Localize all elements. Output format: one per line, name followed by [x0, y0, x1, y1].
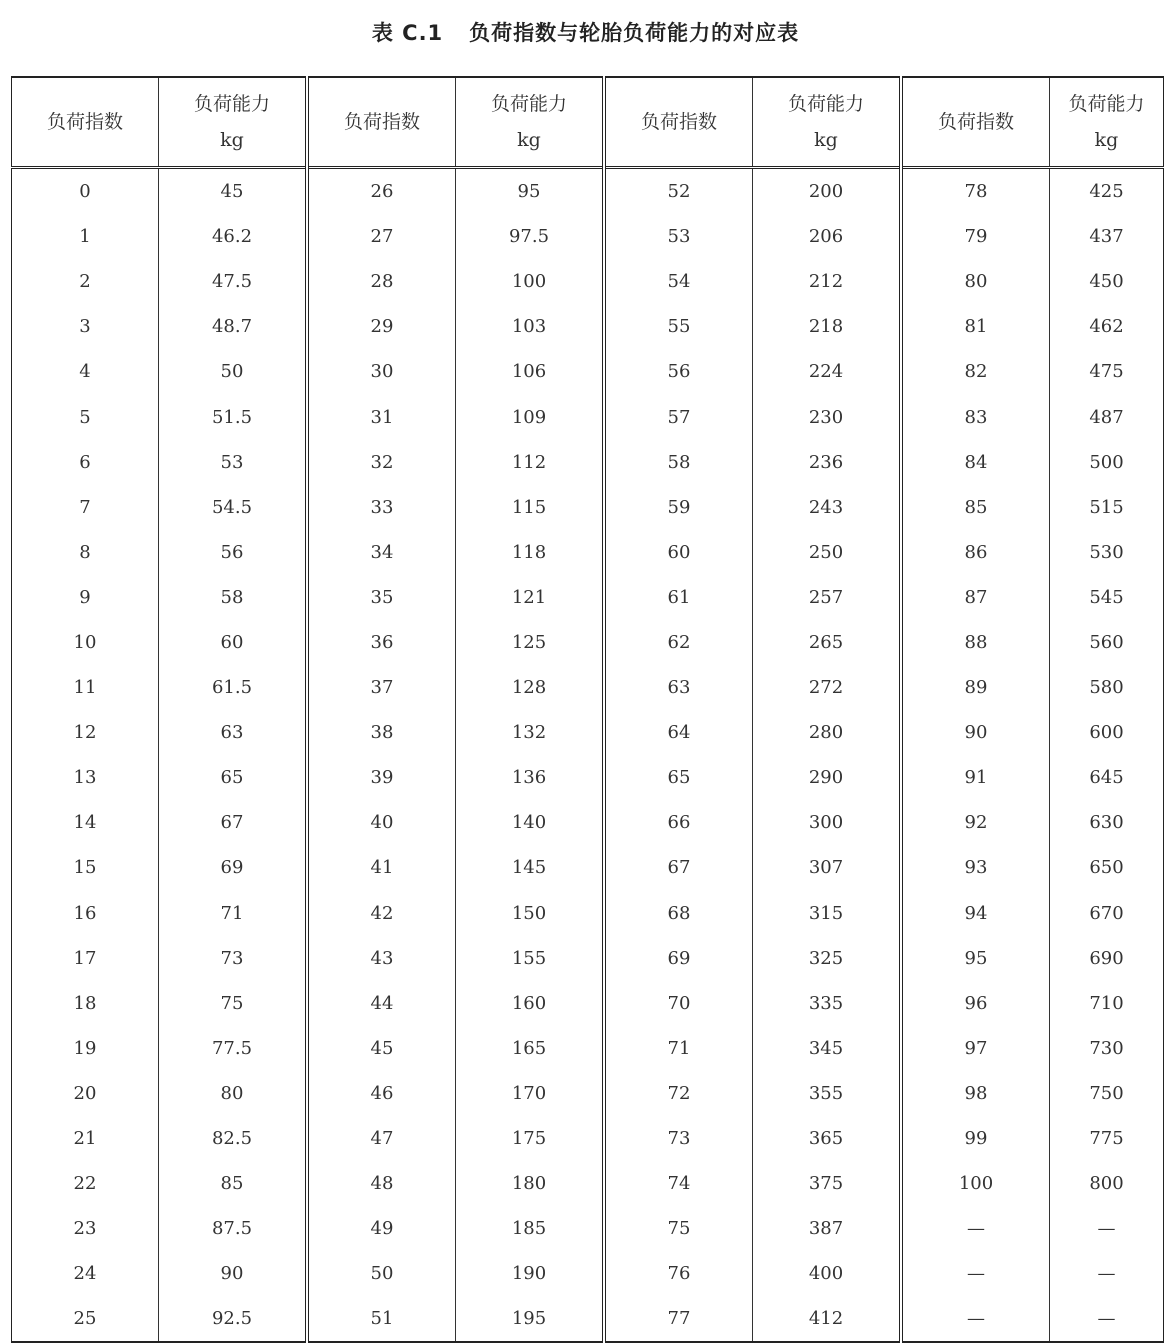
- load-capacity-cell: 100: [456, 259, 605, 304]
- header-load-capacity: [1050, 77, 1164, 168]
- load-index-cell: 92: [901, 800, 1050, 845]
- load-index-cell: 53: [604, 214, 753, 259]
- load-index-cell: 96: [901, 981, 1050, 1026]
- load-capacity-cell: 560: [1050, 620, 1164, 665]
- load-index-cell: 10: [12, 620, 159, 665]
- load-capacity-cell: 645: [1050, 755, 1164, 800]
- load-capacity-cell: —: [1050, 1206, 1164, 1251]
- load-index-cell: 33: [307, 485, 456, 530]
- load-capacity-cell: 56: [159, 530, 308, 575]
- table-row: [12, 1071, 1164, 1116]
- load-index-cell: 36: [307, 620, 456, 665]
- load-index-cell: 61: [604, 575, 753, 620]
- load-index-cell: 48: [307, 1161, 456, 1206]
- table-row: [12, 1026, 1164, 1071]
- load-capacity-cell: 155: [456, 936, 605, 981]
- load-index-cell: 7: [12, 485, 159, 530]
- load-capacity-cell: 425: [1050, 168, 1164, 215]
- table-row: [12, 800, 1164, 845]
- load-capacity-cell: 50: [159, 349, 308, 394]
- load-index-cell: 58: [604, 440, 753, 485]
- load-index-cell: 95: [901, 936, 1050, 981]
- load-capacity-cell: 97.5: [456, 214, 605, 259]
- load-capacity-cell: 82.5: [159, 1116, 308, 1161]
- load-index-cell: 49: [307, 1206, 456, 1251]
- load-index-cell: 43: [307, 936, 456, 981]
- load-capacity-cell: 462: [1050, 304, 1164, 349]
- load-capacity-cell: 650: [1050, 845, 1164, 890]
- load-index-cell: 100: [901, 1161, 1050, 1206]
- load-index-cell: 29: [307, 304, 456, 349]
- load-index-cell: 91: [901, 755, 1050, 800]
- load-capacity-cell: 236: [753, 440, 902, 485]
- load-capacity-cell: 67: [159, 800, 308, 845]
- load-capacity-cell: 325: [753, 936, 902, 981]
- load-index-cell: 70: [604, 981, 753, 1026]
- load-index-cell: 30: [307, 349, 456, 394]
- load-capacity-cell: 92.5: [159, 1296, 308, 1342]
- load-capacity-cell: 61.5: [159, 665, 308, 710]
- header-load-capacity: [159, 77, 308, 168]
- load-index-cell: 41: [307, 845, 456, 890]
- load-capacity-cell: 109: [456, 394, 605, 439]
- header-unit: kg: [517, 129, 541, 151]
- table-caption: 负荷指数与轮胎负荷能力的对应表: [469, 21, 800, 45]
- load-capacity-cell: 280: [753, 710, 902, 755]
- load-index-cell: 5: [12, 394, 159, 439]
- load-index-cell: 64: [604, 710, 753, 755]
- load-capacity-cell: 600: [1050, 710, 1164, 755]
- load-capacity-cell: 224: [753, 349, 902, 394]
- load-index-cell: 86: [901, 530, 1050, 575]
- table-row: [12, 304, 1164, 349]
- load-index-cell: 16: [12, 891, 159, 936]
- load-index-cell: 89: [901, 665, 1050, 710]
- load-index-cell: 35: [307, 575, 456, 620]
- table-row: [12, 440, 1164, 485]
- load-index-cell: 26: [307, 168, 456, 215]
- load-capacity-cell: 58: [159, 575, 308, 620]
- load-capacity-cell: 243: [753, 485, 902, 530]
- table-row: [12, 1251, 1164, 1296]
- load-capacity-cell: 150: [456, 891, 605, 936]
- header-row: [12, 77, 1164, 168]
- header-unit: kg: [220, 129, 244, 151]
- load-index-table: [11, 76, 1164, 1343]
- load-index-cell: 87: [901, 575, 1050, 620]
- load-capacity-cell: 115: [456, 485, 605, 530]
- load-capacity-cell: 412: [753, 1296, 902, 1342]
- table-row: [12, 1161, 1164, 1206]
- load-capacity-cell: 125: [456, 620, 605, 665]
- load-index-cell: 14: [12, 800, 159, 845]
- load-capacity-cell: 106: [456, 349, 605, 394]
- header-unit: kg: [1094, 129, 1119, 151]
- load-capacity-cell: 257: [753, 575, 902, 620]
- load-index-cell: 40: [307, 800, 456, 845]
- table-row: [12, 845, 1164, 890]
- load-capacity-cell: 400: [753, 1251, 902, 1296]
- load-capacity-cell: 180: [456, 1161, 605, 1206]
- table-row: [12, 214, 1164, 259]
- load-index-cell: 32: [307, 440, 456, 485]
- load-capacity-cell: 118: [456, 530, 605, 575]
- load-capacity-cell: 54.5: [159, 485, 308, 530]
- header-load-index: 负荷指数: [604, 77, 753, 168]
- table-row: [12, 981, 1164, 1026]
- load-index-cell: 56: [604, 349, 753, 394]
- load-index-cell: 17: [12, 936, 159, 981]
- load-index-cell: 69: [604, 936, 753, 981]
- load-index-cell: 55: [604, 304, 753, 349]
- load-index-cell: 25: [12, 1296, 159, 1342]
- load-index-cell: 20: [12, 1071, 159, 1116]
- load-index-cell: 15: [12, 845, 159, 890]
- load-index-cell: 45: [307, 1026, 456, 1071]
- load-index-cell: 66: [604, 800, 753, 845]
- load-capacity-cell: 140: [456, 800, 605, 845]
- load-capacity-cell: 145: [456, 845, 605, 890]
- load-index-cell: 84: [901, 440, 1050, 485]
- table-title: [0, 17, 1171, 47]
- load-capacity-cell: 800: [1050, 1161, 1164, 1206]
- load-capacity-cell: 307: [753, 845, 902, 890]
- load-index-cell: 52: [604, 168, 753, 215]
- table-row: [12, 1116, 1164, 1161]
- load-capacity-cell: 136: [456, 755, 605, 800]
- load-capacity-cell: 500: [1050, 440, 1164, 485]
- load-index-cell: 39: [307, 755, 456, 800]
- load-index-cell: 34: [307, 530, 456, 575]
- load-capacity-cell: 250: [753, 530, 902, 575]
- load-index-cell: 68: [604, 891, 753, 936]
- load-index-cell: 1: [12, 214, 159, 259]
- load-capacity-cell: 206: [753, 214, 902, 259]
- load-capacity-cell: 265: [753, 620, 902, 665]
- load-index-cell: 72: [604, 1071, 753, 1116]
- load-index-cell: 88: [901, 620, 1050, 665]
- load-index-cell: 74: [604, 1161, 753, 1206]
- table-row: [12, 891, 1164, 936]
- load-capacity-cell: 218: [753, 304, 902, 349]
- load-index-cell: —: [901, 1251, 1050, 1296]
- load-capacity-cell: 212: [753, 259, 902, 304]
- load-capacity-cell: 335: [753, 981, 902, 1026]
- load-capacity-cell: —: [1050, 1296, 1164, 1342]
- load-index-cell: 9: [12, 575, 159, 620]
- load-capacity-cell: 69: [159, 845, 308, 890]
- load-capacity-cell: 77.5: [159, 1026, 308, 1071]
- header-unit: kg: [814, 129, 838, 151]
- load-index-cell: —: [901, 1296, 1050, 1342]
- load-index-cell: 83: [901, 394, 1050, 439]
- load-capacity-cell: 95: [456, 168, 605, 215]
- load-capacity-cell: 46.2: [159, 214, 308, 259]
- load-capacity-cell: —: [1050, 1251, 1164, 1296]
- load-index-cell: 65: [604, 755, 753, 800]
- load-index-cell: 93: [901, 845, 1050, 890]
- load-capacity-cell: 63: [159, 710, 308, 755]
- load-capacity-cell: 165: [456, 1026, 605, 1071]
- table-row: [12, 1206, 1164, 1251]
- load-capacity-cell: 175: [456, 1116, 605, 1161]
- load-index-cell: 21: [12, 1116, 159, 1161]
- load-index-cell: 6: [12, 440, 159, 485]
- load-index-cell: 63: [604, 665, 753, 710]
- load-capacity-cell: 65: [159, 755, 308, 800]
- header-capacity-label: 负荷能力: [787, 93, 864, 115]
- load-index-cell: 42: [307, 891, 456, 936]
- table-row: [12, 620, 1164, 665]
- load-index-cell: 57: [604, 394, 753, 439]
- load-index-cell: 51: [307, 1296, 456, 1342]
- load-capacity-cell: 375: [753, 1161, 902, 1206]
- header-capacity-label: 负荷能力: [1068, 93, 1145, 115]
- load-capacity-cell: 775: [1050, 1116, 1164, 1161]
- load-capacity-cell: 190: [456, 1251, 605, 1296]
- load-index-cell: 47: [307, 1116, 456, 1161]
- load-index-cell: 75: [604, 1206, 753, 1251]
- load-index-cell: 0: [12, 168, 159, 215]
- load-index-cell: 60: [604, 530, 753, 575]
- load-index-cell: 38: [307, 710, 456, 755]
- table-row: [12, 936, 1164, 981]
- load-index-cell: 4: [12, 349, 159, 394]
- load-index-cell: 62: [604, 620, 753, 665]
- load-index-cell: 31: [307, 394, 456, 439]
- load-capacity-cell: 80: [159, 1071, 308, 1116]
- table-row: [12, 259, 1164, 304]
- load-index-cell: 50: [307, 1251, 456, 1296]
- table-body: [12, 168, 1164, 1343]
- load-index-cell: 77: [604, 1296, 753, 1342]
- load-capacity-cell: 200: [753, 168, 902, 215]
- load-capacity-cell: 185: [456, 1206, 605, 1251]
- load-index-cell: 76: [604, 1251, 753, 1296]
- load-capacity-cell: 195: [456, 1296, 605, 1342]
- load-capacity-cell: 450: [1050, 259, 1164, 304]
- header-load-index: 负荷指数: [307, 77, 456, 168]
- table-header: [12, 77, 1164, 168]
- load-index-cell: 73: [604, 1116, 753, 1161]
- load-index-cell: 44: [307, 981, 456, 1026]
- load-index-cell: 94: [901, 891, 1050, 936]
- load-capacity-cell: 515: [1050, 485, 1164, 530]
- load-index-cell: 90: [901, 710, 1050, 755]
- load-capacity-cell: 272: [753, 665, 902, 710]
- load-capacity-cell: 60: [159, 620, 308, 665]
- load-capacity-cell: 103: [456, 304, 605, 349]
- load-capacity-cell: 230: [753, 394, 902, 439]
- load-capacity-cell: 128: [456, 665, 605, 710]
- table-row: [12, 485, 1164, 530]
- load-index-cell: 24: [12, 1251, 159, 1296]
- load-capacity-cell: 345: [753, 1026, 902, 1071]
- table-row: [12, 168, 1164, 215]
- load-capacity-cell: 690: [1050, 936, 1164, 981]
- load-capacity-cell: 387: [753, 1206, 902, 1251]
- load-capacity-cell: 132: [456, 710, 605, 755]
- load-index-cell: 81: [901, 304, 1050, 349]
- load-index-cell: 23: [12, 1206, 159, 1251]
- header-load-capacity: [456, 77, 605, 168]
- table-row: [12, 1296, 1164, 1342]
- table-row: [12, 755, 1164, 800]
- load-capacity-cell: 73: [159, 936, 308, 981]
- load-capacity-cell: 170: [456, 1071, 605, 1116]
- header-load-index: 负荷指数: [12, 77, 159, 168]
- load-capacity-cell: 87.5: [159, 1206, 308, 1251]
- load-capacity-cell: 365: [753, 1116, 902, 1161]
- load-capacity-cell: 53: [159, 440, 308, 485]
- load-index-cell: 28: [307, 259, 456, 304]
- load-index-cell: 3: [12, 304, 159, 349]
- load-capacity-cell: 475: [1050, 349, 1164, 394]
- load-capacity-cell: 750: [1050, 1071, 1164, 1116]
- load-capacity-cell: 580: [1050, 665, 1164, 710]
- load-capacity-cell: 710: [1050, 981, 1164, 1026]
- load-index-cell: 97: [901, 1026, 1050, 1071]
- load-capacity-cell: 530: [1050, 530, 1164, 575]
- load-index-cell: 82: [901, 349, 1050, 394]
- load-index-cell: 78: [901, 168, 1050, 215]
- load-capacity-cell: 437: [1050, 214, 1164, 259]
- load-capacity-cell: 290: [753, 755, 902, 800]
- load-capacity-cell: 47.5: [159, 259, 308, 304]
- load-index-cell: 22: [12, 1161, 159, 1206]
- table-row: [12, 710, 1164, 755]
- load-index-cell: 27: [307, 214, 456, 259]
- load-capacity-cell: 90: [159, 1251, 308, 1296]
- header-capacity-label: 负荷能力: [193, 93, 270, 115]
- load-capacity-cell: 71: [159, 891, 308, 936]
- load-index-cell: 37: [307, 665, 456, 710]
- load-capacity-cell: 48.7: [159, 304, 308, 349]
- load-capacity-cell: 670: [1050, 891, 1164, 936]
- load-capacity-cell: 315: [753, 891, 902, 936]
- load-capacity-cell: 85: [159, 1161, 308, 1206]
- table-number: 表 C.1: [371, 21, 444, 45]
- table-row: [12, 349, 1164, 394]
- load-index-cell: 8: [12, 530, 159, 575]
- load-index-cell: 11: [12, 665, 159, 710]
- header-load-capacity: [753, 77, 902, 168]
- header-load-index: 负荷指数: [901, 77, 1050, 168]
- load-capacity-cell: 545: [1050, 575, 1164, 620]
- load-index-cell: 67: [604, 845, 753, 890]
- load-index-cell: 54: [604, 259, 753, 304]
- load-index-cell: 46: [307, 1071, 456, 1116]
- header-capacity-label: 负荷能力: [490, 93, 567, 115]
- load-index-cell: 79: [901, 214, 1050, 259]
- load-index-cell: 12: [12, 710, 159, 755]
- load-capacity-cell: 121: [456, 575, 605, 620]
- load-index-cell: 2: [12, 259, 159, 304]
- load-index-cell: 13: [12, 755, 159, 800]
- load-capacity-cell: 487: [1050, 394, 1164, 439]
- load-capacity-cell: 75: [159, 981, 308, 1026]
- load-capacity-cell: 160: [456, 981, 605, 1026]
- load-capacity-cell: 51.5: [159, 394, 308, 439]
- load-index-cell: 85: [901, 485, 1050, 530]
- load-capacity-cell: 355: [753, 1071, 902, 1116]
- table-row: [12, 530, 1164, 575]
- load-index-cell: 71: [604, 1026, 753, 1071]
- load-index-cell: 80: [901, 259, 1050, 304]
- load-capacity-cell: 630: [1050, 800, 1164, 845]
- load-index-cell: 59: [604, 485, 753, 530]
- table-row: [12, 665, 1164, 710]
- load-index-cell: 19: [12, 1026, 159, 1071]
- load-index-cell: —: [901, 1206, 1050, 1251]
- load-capacity-cell: 730: [1050, 1026, 1164, 1071]
- load-capacity-cell: 45: [159, 168, 308, 215]
- table-row: [12, 394, 1164, 439]
- load-capacity-cell: 300: [753, 800, 902, 845]
- load-index-cell: 18: [12, 981, 159, 1026]
- load-index-cell: 99: [901, 1116, 1050, 1161]
- table-row: [12, 575, 1164, 620]
- load-index-table-container: [11, 76, 1162, 1343]
- load-capacity-cell: 112: [456, 440, 605, 485]
- load-index-cell: 98: [901, 1071, 1050, 1116]
